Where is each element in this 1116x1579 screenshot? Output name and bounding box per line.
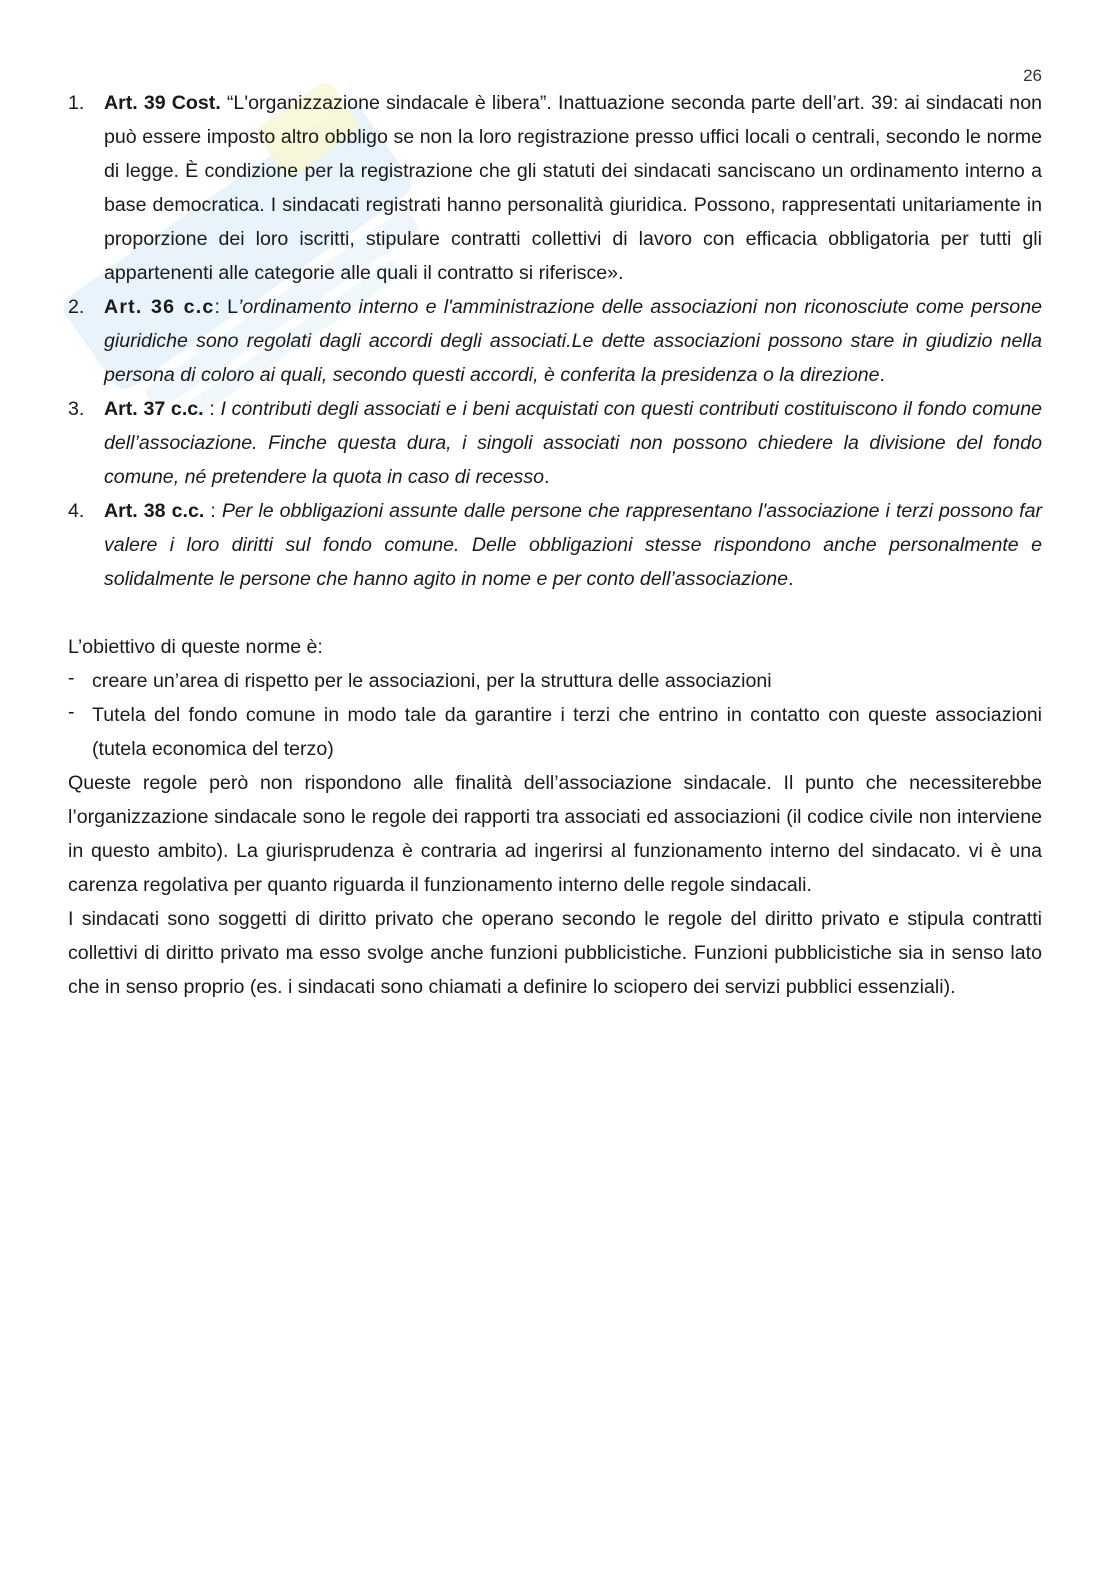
article-label: Art. 39 Cost. xyxy=(104,92,221,114)
item-number: 4. xyxy=(68,500,85,522)
dash-marker: - xyxy=(68,701,75,723)
list-item xyxy=(68,494,1042,596)
list-item xyxy=(68,698,1042,766)
paragraph: I sindacati sono soggetti di diritto privato che operano secondo le regole del diritto privato e stipula contratti collettivi di diritto privato ma esso svolge anche funzioni pubblicistiche. Funzioni pubblicistiche sia in senso lato che in senso proprio (es. i sindacati sono chiamati a definire lo sciopero dei servizi pubblici essenziali). xyxy=(68,908,1042,998)
document-body xyxy=(68,86,1042,1004)
bullet-list xyxy=(68,664,1042,766)
intro-text: L’obiettivo di queste norme è: xyxy=(68,636,323,658)
item-number: 2. xyxy=(68,296,85,318)
list-item xyxy=(68,392,1042,494)
article-label: Art. 38 c.c. xyxy=(104,500,205,522)
article-end: . xyxy=(544,466,550,488)
list-item xyxy=(68,664,1042,698)
item-number: 3. xyxy=(68,398,85,420)
article-end: . xyxy=(788,568,794,590)
article-separator: : xyxy=(204,500,222,522)
article-separator: : L xyxy=(214,296,239,318)
article-separator: : xyxy=(203,398,221,420)
list-item xyxy=(68,86,1042,290)
article-label: Art. 36 c.c xyxy=(104,296,215,318)
page-number: 26 xyxy=(1023,66,1042,85)
article-end: . xyxy=(879,364,885,386)
dash-marker: - xyxy=(68,667,75,689)
article-text: ’ordinamento interno e l'amministrazione delle associazioni non riconosciute come persone giuridiche sono regolati dagli accordi degli associati.Le dette associazioni possono stare in giudizio nella persona di coloro ai quali, secondo questi accordi, è conferita la presidenza o la direzione xyxy=(104,296,1042,386)
bullet-text: Tutela del fondo comune in modo tale da garantire i terzi che entrino in contatto con queste associazioni (tutela economica del terzo) xyxy=(92,704,1042,760)
item-number: 1. xyxy=(68,92,85,114)
list-item xyxy=(68,290,1042,392)
article-label: Art. 37 c.c. xyxy=(104,398,204,420)
paragraph: Queste regole però non rispondono alle finalità dell’associazione sindacale. Il punto che necessiterebbe l’organizzazione sindacale sono le regole dei rapporti tra associati ed associazioni (il codice civile non interviene in questo ambito). La giurisprudenza è contraria ad ingerirsi al funzionamento interno del sindacato. vi è una carenza regolativa per quanto riguarda il funzionamento interno delle regole sindacali. xyxy=(68,772,1042,896)
article-text: “L'organizzazione sindacale è libera”. Inattuazione seconda parte dell’art. 39: ai sindacati non può essere imposto altro obbligo se non la loro registrazione presso uffici locali o centrali, secondo le norme di legge. È condizione per la registrazione che gli statuti dei sindacati sanciscano un ordinamento interno a base democratica. I sindacati registrati hanno personalità giuridica. Possono, rappresentati unitariamente in proporzione dei loro iscritti, stipulare contratti collettivi di lavoro con efficacia obbligatoria per tutti gli appartenenti alle categorie alle quali il contratto si riferisce». xyxy=(104,92,1042,284)
article-text: Per le obbligazioni assunte dalle persone che rappresentano l'associazione i terzi possono far valere i loro diritti sul fondo comune. Delle obbligazioni stesse rispondono anche personalmente e solidalmente le persone che hanno agito in nome e per conto dell’associazione xyxy=(104,500,1042,590)
article-text: I contributi degli associati e i beni acquistati con questi contributi costituiscono il fondo comune dell’associazione. Finche questa dura, i singoli associati non possono chiedere la divisione del fondo comune, né pretendere la quota in caso di recesso xyxy=(104,398,1042,488)
articles-list xyxy=(68,86,1042,596)
bullet-text: creare un’area di rispetto per le associazioni, per la struttura delle associazioni xyxy=(92,670,772,692)
